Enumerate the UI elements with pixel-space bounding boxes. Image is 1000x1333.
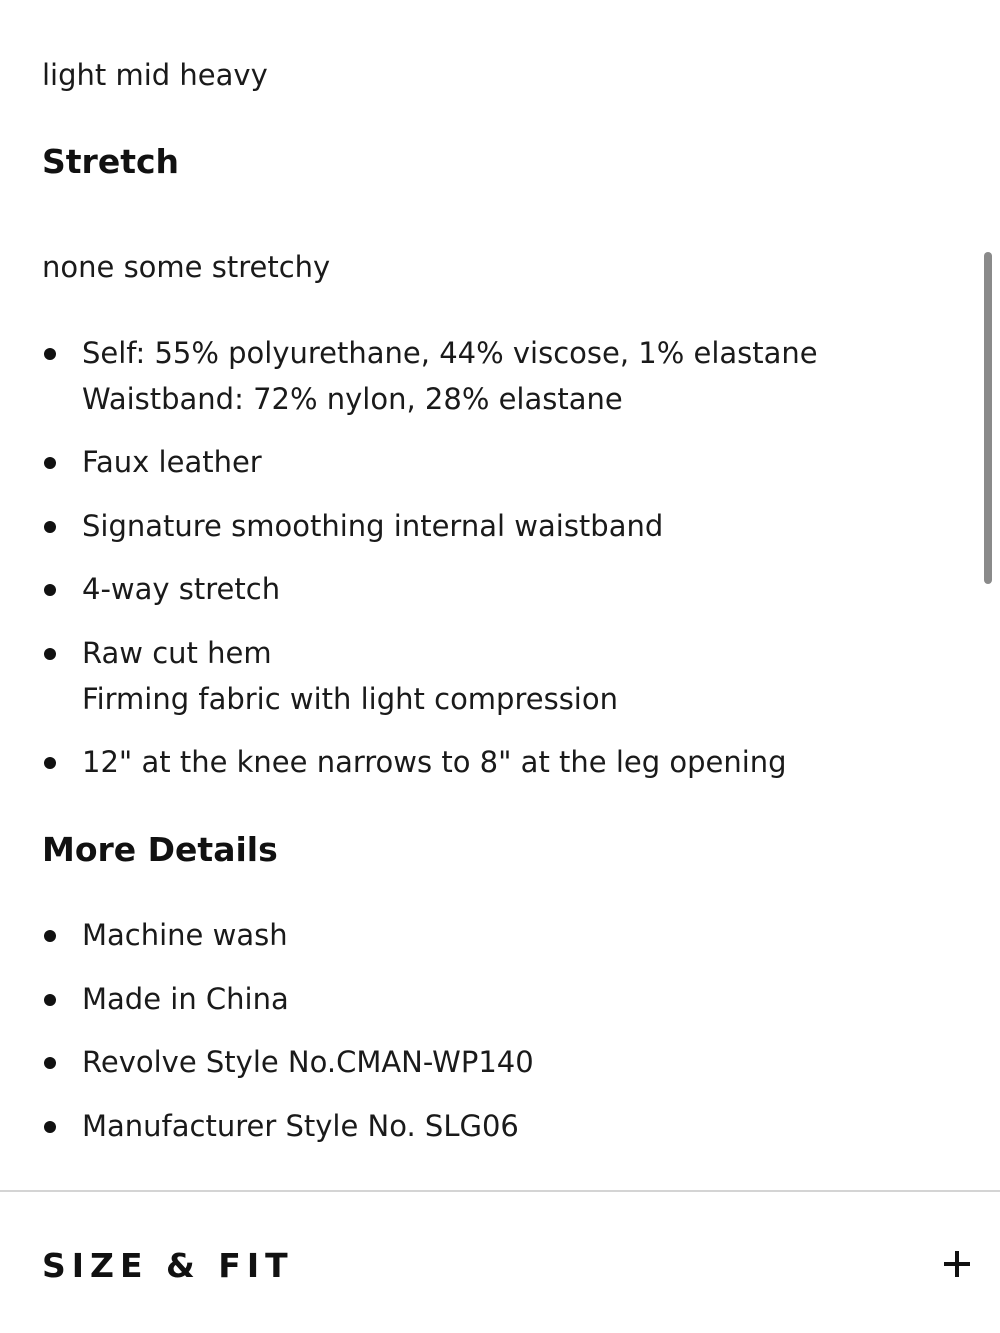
bullet-icon [44,994,56,1006]
list-item-text: Faux leather [82,445,262,479]
plus-icon[interactable] [944,1251,970,1277]
size-fit-title: SIZE & FIT [42,1246,294,1285]
list-item-text: Revolve Style No.CMAN-WP140 [82,1045,534,1079]
bullet-icon [44,584,56,596]
list-item-subtext: Waistband: 72% nylon, 28% elastane [82,382,623,416]
more-details-heading: More Details [42,830,278,869]
stretch-scale-text: none some stretchy [42,250,331,284]
list-item-text: Self: 55% polyurethane, 44% viscose, 1% elastane [82,336,818,370]
list-item-text: Made in China [82,982,289,1016]
list-item-text: Raw cut hem [82,636,272,670]
bullet-icon [44,1057,56,1069]
list-item-subtext: Firming fabric with light compression [82,682,618,716]
weight-scale-text: light mid heavy [42,58,268,92]
list-item-text: Manufacturer Style No. SLG06 [82,1109,519,1143]
bullet-icon [44,648,56,660]
list-item-text: 12" at the knee narrows to 8" at the leg opening [82,745,787,779]
list-item-text: Machine wash [82,918,288,952]
bullet-icon [44,1121,56,1133]
bullet-icon [44,930,56,942]
bullet-icon [44,757,56,769]
bullet-icon [44,457,56,469]
bullet-icon [44,521,56,533]
list-item-text: Signature smoothing internal waistband [82,509,664,543]
stretch-heading: Stretch [42,142,180,181]
list-item-text: 4-way stretch [82,572,281,606]
scrollbar-thumb[interactable] [984,252,992,584]
size-fit-accordion[interactable] [0,1192,1000,1333]
bullet-icon [44,348,56,360]
